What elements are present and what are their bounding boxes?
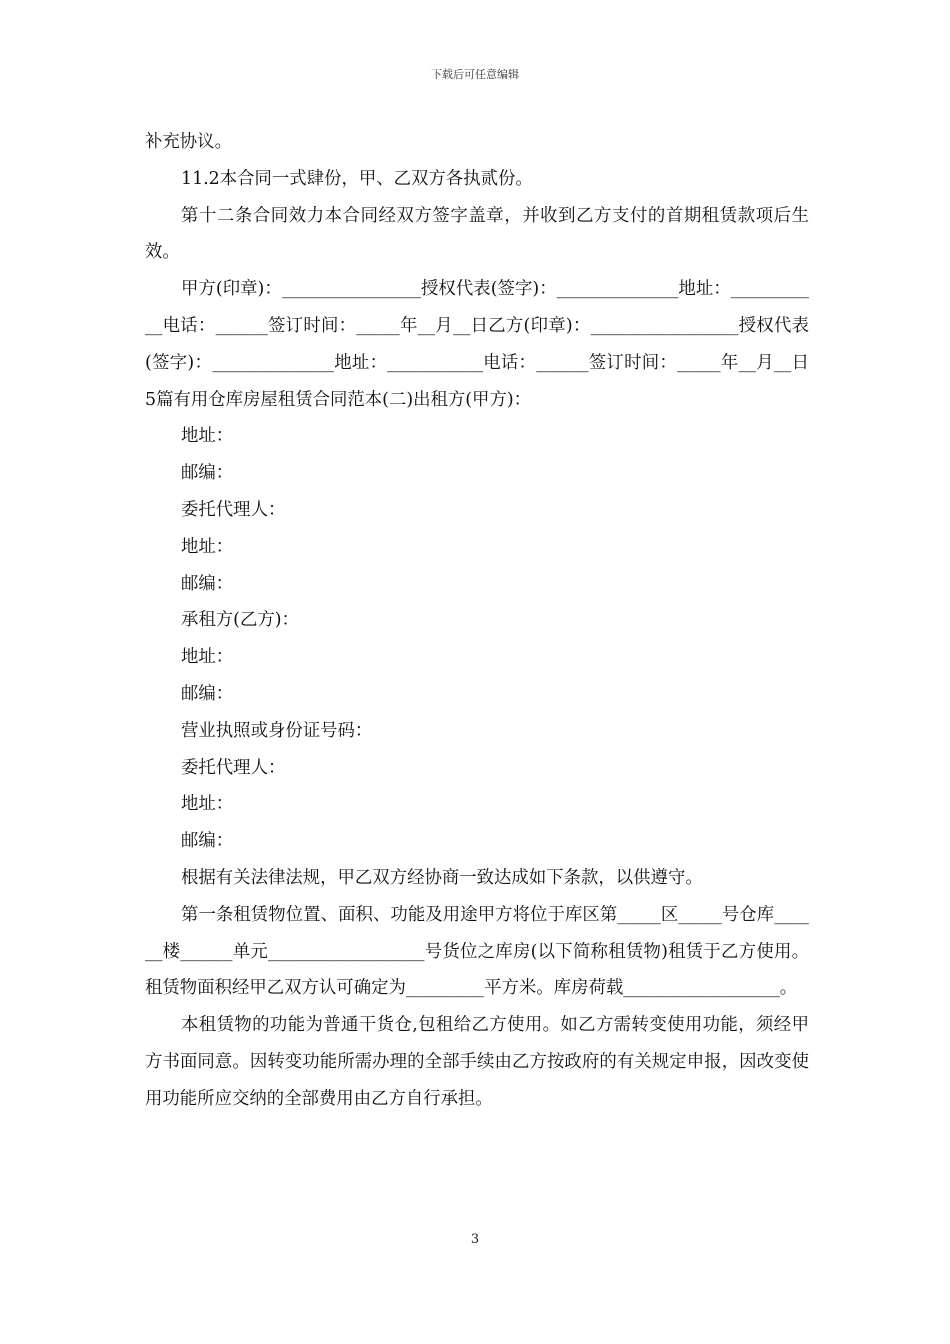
lessor-agent-postcode-label: 邮编： bbox=[181, 573, 234, 594]
lessee-license-label: 营业执照或身份证号码： bbox=[181, 720, 373, 741]
document-body bbox=[145, 124, 809, 1118]
paragraph: 根据有关法律法规，甲乙双方经协商一致达成如下条款，以供遵守。 bbox=[181, 867, 703, 888]
usage-paragraph: 本租赁物的功能为普通干货仓,包租给乙方使用。如乙方需转变使用功能，须经甲方书面同意。因转变功能所需办理的全部手续由乙方按政府的有关规定申报，因改变使用功能所应交纳的全部费用由乙方自行承担。 bbox=[145, 1015, 809, 1109]
article-1-paragraph: 第一条租赁物位置、面积、功能及用途甲方将位于库区第_____区_____号仓库______楼______单元__________________号货位之库房(以下简称租赁物)租赁于乙方使用。租赁物面积经甲乙双方认可确定为_________平方米。库房荷载__________________。 bbox=[145, 904, 809, 999]
paragraph: 第十二条合同效力本合同经双方签字盖章，并收到乙方支付的首期租赁款项后生效。 bbox=[145, 205, 809, 263]
page-header: 下载后可任意编辑 bbox=[431, 68, 519, 81]
lessor-agent-label: 委托代理人： bbox=[181, 499, 286, 520]
lessee-agent-label: 委托代理人： bbox=[181, 757, 286, 778]
lessor-address-label: 地址： bbox=[181, 426, 234, 447]
lessor-postcode-label: 邮编： bbox=[181, 463, 234, 484]
lessor-agent-address-label: 地址： bbox=[181, 536, 234, 557]
signature-block: 甲方(印章)：________________授权代表(签字)：______________地址：___________电话：______签订时间：_____年__月__日乙方(印章)：_________________授权代表(签字)：______________地址：___________电话：______签订时间：_____年__月__日5篇有用仓库房屋租赁合同范本(二)出租方(甲方)： bbox=[145, 279, 809, 410]
lessee-postcode-label: 邮编： bbox=[181, 683, 234, 704]
lessee-label: 承租方(乙方)： bbox=[181, 610, 299, 631]
lessee-agent-postcode-label: 邮编： bbox=[181, 831, 234, 852]
lessee-address-label: 地址： bbox=[181, 647, 234, 668]
paragraph: 补充协议。 bbox=[145, 132, 232, 152]
paragraph: 11.2本合同一式肆份，甲、乙双方各执贰份。 bbox=[181, 168, 533, 189]
lessee-agent-address-label: 地址： bbox=[181, 794, 234, 815]
page-number: 3 bbox=[470, 1232, 480, 1247]
